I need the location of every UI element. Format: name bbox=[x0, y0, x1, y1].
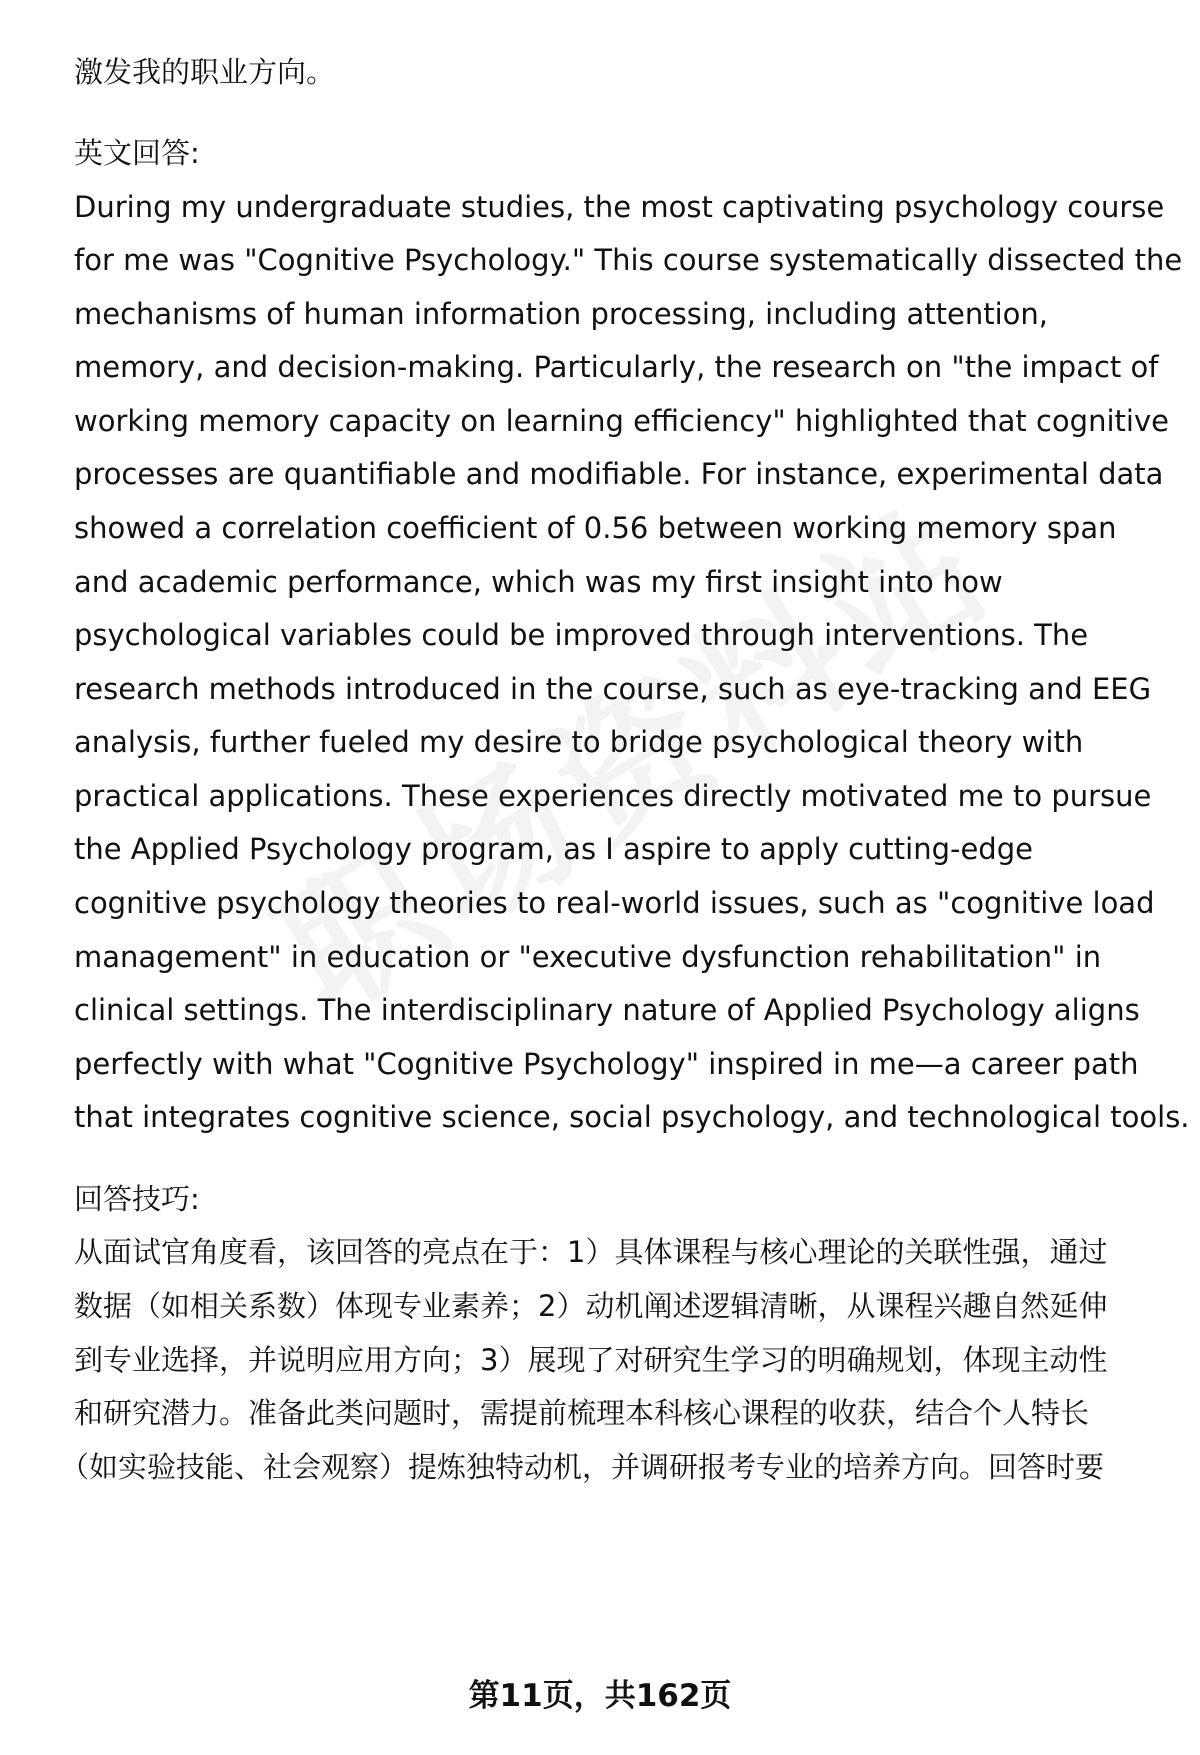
english-line: showed a correlation coefficient of 0.56 between working memory span bbox=[74, 511, 1117, 545]
english-line: and academic performance, which was my first insight into how bbox=[74, 565, 1003, 599]
english-line: processes are quantifiable and modifiable. For instance, experimental data bbox=[74, 457, 1164, 491]
english-line: perfectly with what "Cognitive Psychology" inspired in me—a career path bbox=[74, 1047, 1139, 1081]
page-number: 第11页，共162页 bbox=[468, 1678, 732, 1714]
english-line: memory, and decision-making. Particularly, the research on "the impact of bbox=[74, 350, 1159, 384]
intro-tail-text: 激发我的职业方向。 bbox=[74, 55, 336, 89]
tips-line: 从面试官角度看，该回答的亮点在于：1）具体课程与核心理论的关联性强，通过 bbox=[74, 1235, 1108, 1269]
english-line: analysis, further fueled my desire to bridge psychological theory with bbox=[74, 725, 1084, 759]
english-line: practical applications. These experiences directly motivated me to pursue bbox=[74, 779, 1152, 813]
english-line: management" in education or "executive dysfunction rehabilitation" in bbox=[74, 940, 1102, 974]
english-line: During my undergraduate studies, the most captivating psychology course bbox=[74, 190, 1165, 224]
english-line: research methods introduced in the course, such as eye-tracking and EEG bbox=[74, 672, 1152, 706]
tips-line: 数据（如相关系数）体现专业素养；2）动机阐述逻辑清晰，从课程兴趣自然延伸 bbox=[74, 1289, 1108, 1323]
tips-line: 到专业选择，并说明应用方向；3）展现了对研究生学习的明确规划，体现主动性 bbox=[74, 1343, 1108, 1377]
english-line: working memory capacity on learning efficiency" highlighted that cognitive bbox=[74, 404, 1169, 438]
tips-line: 和研究潜力。准备此类问题时，需提前梳理本科核心课程的收获，结合个人特长 bbox=[74, 1396, 1090, 1430]
english-line: for me was "Cognitive Psychology." This course systematically dissected the bbox=[74, 243, 1183, 277]
tips-heading: 回答技巧: bbox=[74, 1182, 200, 1216]
english-answer-heading: 英文回答: bbox=[74, 136, 200, 170]
english-line: psychological variables could be improved through interventions. The bbox=[74, 618, 1089, 652]
english-line: clinical settings. The interdisciplinary nature of Applied Psychology aligns bbox=[74, 993, 1140, 1027]
english-line: mechanisms of human information processing, including attention, bbox=[74, 297, 1048, 331]
tips-line: （如实验技能、社会观察）提炼独特动机，并调研报考专业的培养方向。回答时要 bbox=[60, 1450, 1105, 1484]
english-line: the Applied Psychology program, as I aspire to apply cutting-edge bbox=[74, 832, 1033, 866]
english-line: that integrates cognitive science, social psychology, and technological tools. bbox=[74, 1100, 1190, 1134]
english-line: cognitive psychology theories to real-world issues, such as "cognitive load bbox=[74, 886, 1155, 920]
